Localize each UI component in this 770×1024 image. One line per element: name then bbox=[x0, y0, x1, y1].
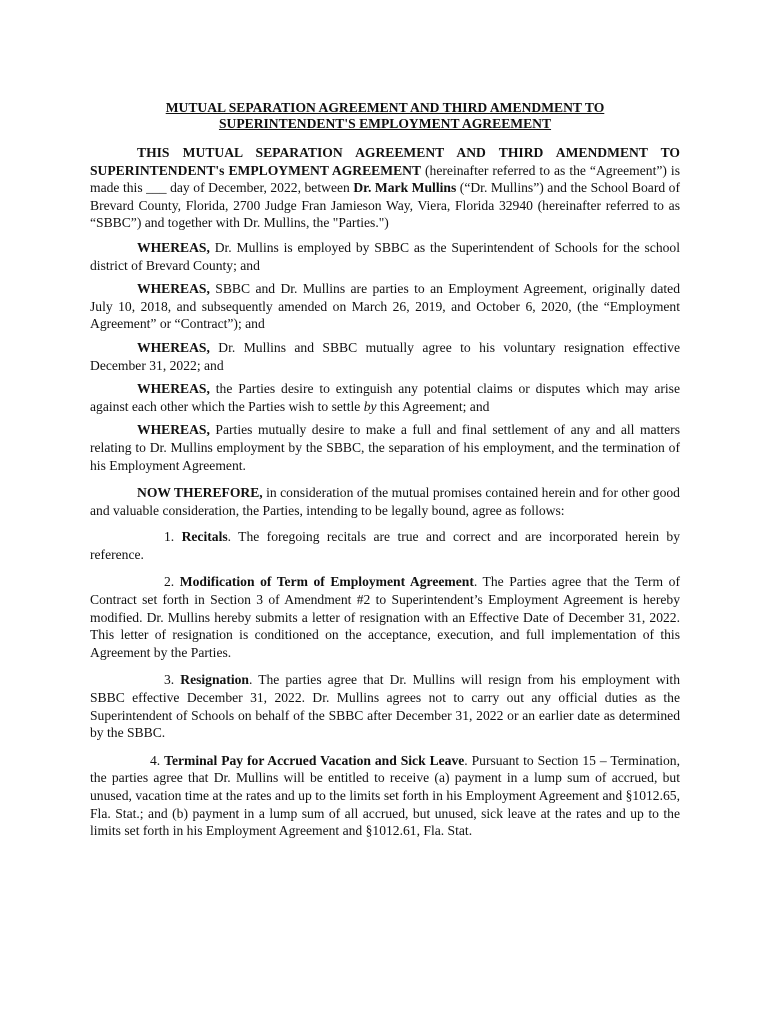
now-therefore-paragraph bbox=[90, 484, 680, 519]
whereas-text: Dr. Mullins and SBBC mutually agree to his voluntary resignation effective December 31, 2022; and bbox=[90, 339, 680, 373]
whereas-paragraph-2 bbox=[90, 280, 680, 333]
section-recitals bbox=[90, 528, 680, 563]
whereas-text: Dr. Mullins is employed by SBBC as the Superintendent of Schools for the school district of Brevard County; and bbox=[90, 239, 680, 273]
intro-paragraph bbox=[90, 144, 680, 232]
now-therefore-lead: NOW THEREFORE, bbox=[137, 485, 263, 501]
section-terminal-pay bbox=[90, 752, 680, 840]
intro-text-a: (hereinafter referred to as the “Agreement”) is made this ___ day of December, 2022, between bbox=[90, 162, 680, 196]
whereas-italic-word: by bbox=[363, 398, 377, 414]
intro-party-name: Dr. Mark Mullins bbox=[353, 180, 457, 196]
section-text: . The Parties agree that the Term of Contract set forth in Section 3 of Amendment #2 to Superintendent’s Employment Agreement is hereby modified. Dr. Mullins hereby submits a letter of resignation with an Effective Date of December 31, 2022. This letter of resignation is conditioned on the acceptance, execution, and full implementation of this Agreement by the Parties. bbox=[90, 574, 681, 660]
section-modification-of-term bbox=[90, 573, 680, 661]
section-number: 2. bbox=[164, 574, 180, 590]
whereas-lead: WHEREAS, bbox=[137, 422, 210, 438]
section-heading: Modification of Term of Employment Agreement bbox=[179, 574, 474, 590]
section-heading: Recitals bbox=[181, 529, 228, 545]
whereas-paragraph-4 bbox=[90, 380, 680, 415]
section-number: 3. bbox=[164, 672, 181, 688]
whereas-paragraph-5 bbox=[90, 421, 680, 474]
intro-text-b: (“Dr. Mullins”) and the School Board of Brevard County, Florida, 2700 Judge Fran Jamieson Way, Viera, Florida 32940 (hereinafter referred to as “SBBC”) and together with Dr. Mullins, the "Parties.") bbox=[90, 180, 681, 231]
section-heading: Resignation bbox=[180, 672, 249, 688]
whereas-text-b: this Agreement; and bbox=[376, 398, 490, 414]
section-text: . Pursuant to Section 15 – Termination, the parties agree that Dr. Mullins will be entitled to receive (a) payment in a lump sum of accrued, but unused, vacation time at the rates and up to the limits set forth in his Employment Agreement and §1012.65, Fla. Stat.; and (b) payment in a lump sum of all accrued, but unused, sick leave at the rates and up to the limits set forth in his Employment Agreement and §1012.61, Fla. Stat. bbox=[90, 752, 680, 839]
whereas-text: SBBC and Dr. Mullins are parties to an Employment Agreement, originally dated July 10, 2018, and subsequently amended on March 26, 2019, and October 6, 2020, (the “Employment Agreement” or “Contract”); and bbox=[90, 281, 680, 332]
whereas-lead: WHEREAS, bbox=[137, 281, 210, 297]
whereas-paragraph-3 bbox=[90, 339, 680, 374]
document-title bbox=[90, 100, 680, 131]
whereas-paragraph-1 bbox=[90, 239, 680, 274]
intro-bold-lead: THIS MUTUAL SEPARATION AGREEMENT AND THIRD AMENDMENT TO SUPERINTENDENT's EMPLOYMENT AGREEMENT bbox=[90, 145, 680, 178]
whereas-lead: WHEREAS, bbox=[137, 339, 210, 355]
section-text: . The parties agree that Dr. Mullins will resign from his employment with SBBC effective December 31, 2022. Dr. Mullins agrees not to carry out any official duties as the Superintendent of Schools on behalf of the SBBC after December 31, 2022 or an earlier date as determined by the SBBC. bbox=[90, 672, 680, 741]
whereas-lead: WHEREAS, bbox=[137, 381, 210, 397]
section-number: 1. bbox=[164, 529, 182, 545]
section-heading: Terminal Pay for Accrued Vacation and Sick Leave bbox=[164, 752, 465, 768]
section-number: 4. bbox=[150, 752, 165, 768]
title-line-1: MUTUAL SEPARATION AGREEMENT AND THIRD AMENDMENT TO bbox=[165, 100, 605, 115]
whereas-lead: WHEREAS, bbox=[137, 239, 210, 255]
section-resignation bbox=[90, 671, 680, 741]
document-body bbox=[90, 100, 680, 850]
title-line-2: SUPERINTENDENT'S EMPLOYMENT AGREEMENT bbox=[218, 115, 552, 131]
whereas-text: Parties mutually desire to make a full and final settlement of any and all matters relating to Dr. Mullins employment by the SBBC, the separation of his employment, and the termination of his Employment Agreement. bbox=[90, 422, 680, 473]
whereas-text-a: the Parties desire to extinguish any potential claims or disputes which may arise against each other which the Parties wish to settle bbox=[90, 381, 680, 414]
section-text: . The foregoing recitals are true and correct and are incorporated herein by reference. bbox=[90, 529, 680, 562]
now-therefore-text: in consideration of the mutual promises contained herein and for other good and valuable consideration, the Parties, intending to be legally bound, agree as follows: bbox=[90, 485, 680, 518]
